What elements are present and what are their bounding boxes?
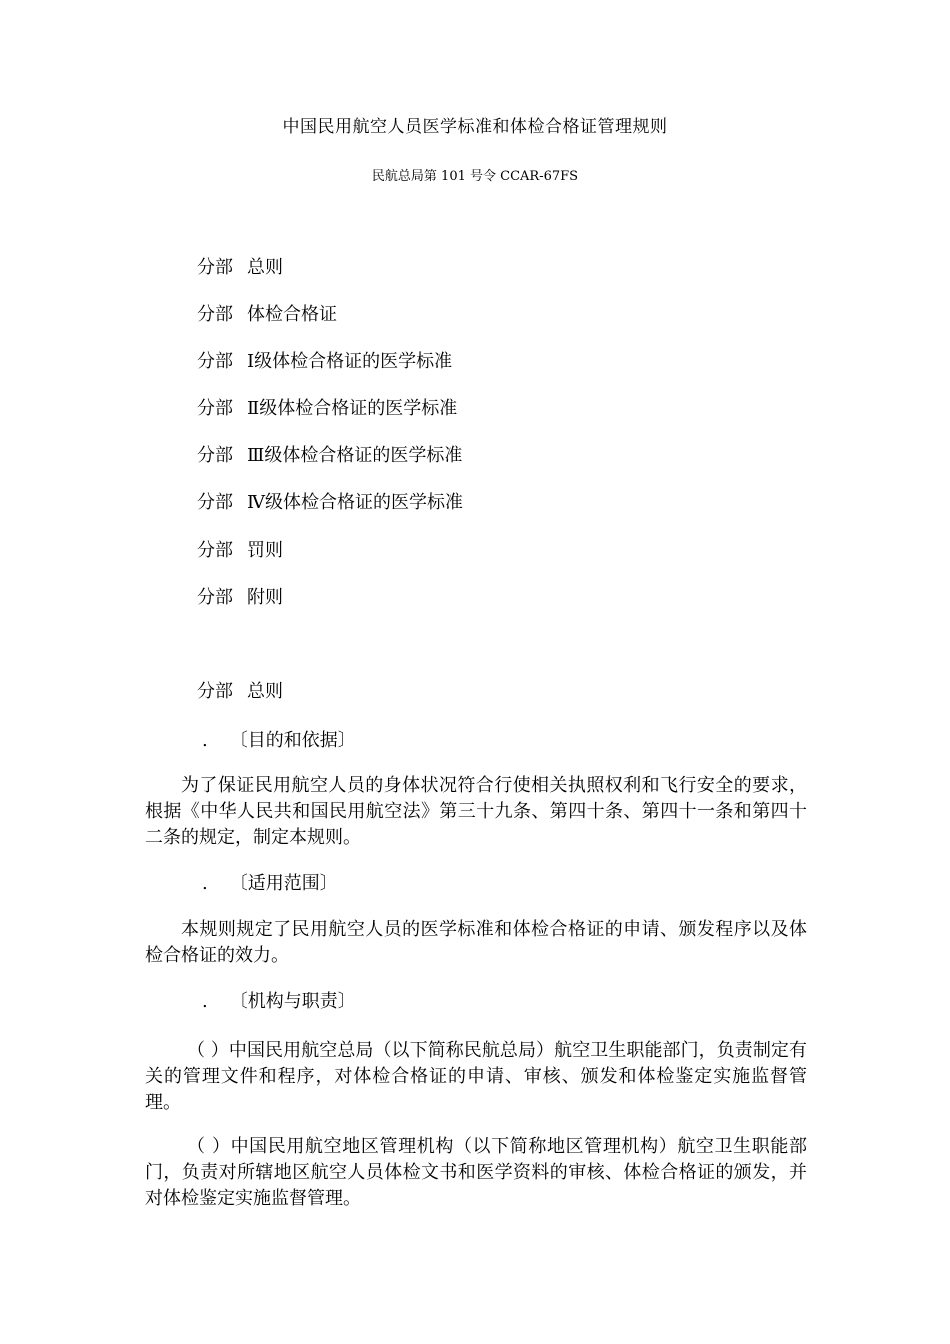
article-marker: . [202,873,208,894]
section-text: 总则 [247,681,283,702]
toc-item-text: Ⅳ级体检合格证的医学标准 [247,492,463,513]
toc-item-text: 罚则 [247,540,283,561]
article-heading [202,990,356,1014]
toc-item-text: Ⅰ级体检合格证的医学标准 [247,351,453,372]
section-heading [197,680,283,704]
section-prefix: 分部 [197,681,233,702]
toc-item [197,444,462,468]
toc-item-text: 总则 [247,257,283,278]
toc-item [197,350,452,374]
toc-item-prefix: 分部 [197,492,233,513]
article-marker: . [202,730,208,751]
toc-item [197,586,283,610]
toc-item-prefix: 分部 [197,351,233,372]
toc-item [197,539,283,563]
article-paragraph: （ ）中国民用航空总局（以下简称民航总局）航空卫生职能部门，负责制定有关的管理文件和程序，对体检合格证的申请、审核、颁发和体检鉴定实施监督管理。 [145,1040,807,1113]
toc-item [197,256,283,280]
document-subtitle: 民航总局第 101 号令 CCAR-67FS [371,169,579,184]
article-marker: . [202,991,208,1012]
toc-item-text: 体检合格证 [247,304,337,325]
toc-item [197,397,457,421]
toc-item-prefix: 分部 [197,304,233,325]
toc-item-prefix: 分部 [197,587,233,608]
toc-item-prefix: 分部 [197,540,233,561]
toc-item [197,303,337,327]
article-heading [202,872,338,896]
toc-item [197,491,463,515]
toc-item-text: Ⅱ级体检合格证的医学标准 [247,398,458,419]
toc-item-prefix: 分部 [197,445,233,466]
article-title: 〔适用范围〕 [229,873,338,894]
article-heading [202,729,356,753]
toc-item-text: 附则 [247,587,283,608]
toc-item-prefix: 分部 [197,257,233,278]
article-paragraph: 本规则规定了民用航空人员的医学标准和体检合格证的申请、颁发程序以及体检合格证的效力。 [145,919,807,966]
document-title: 中国民用航空人员医学标准和体检合格证管理规则 [282,117,668,137]
article-paragraph: （ ）中国民用航空地区管理机构（以下简称地区管理机构）航空卫生职能部门，负责对所辖地区航空人员体检文书和医学资料的审核、体检合格证的颁发，并对体检鉴定实施监督管理。 [145,1136,807,1209]
toc-item-text: Ⅲ级体检合格证的医学标准 [247,445,463,466]
toc-item-prefix: 分部 [197,398,233,419]
article-paragraph: 为了保证民用航空人员的身体状况符合行使相关执照权利和飞行安全的要求，根据《中华人民共和国民用航空法》第三十九条、第四十条、第四十一条和第四十二条的规定，制定本规则。 [145,775,807,848]
article-title: 〔目的和依据〕 [229,730,356,751]
article-title: 〔机构与职责〕 [229,991,356,1012]
